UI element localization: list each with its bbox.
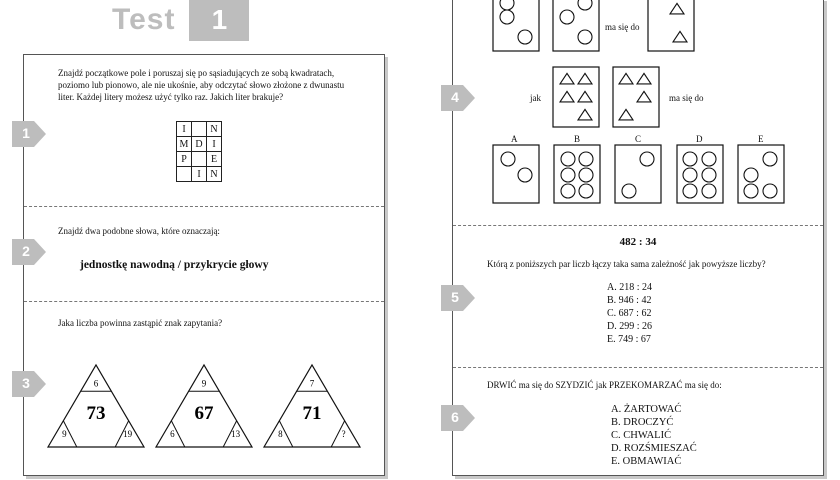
triangle-right-number: ? [341, 428, 346, 439]
question-number: 3 [22, 375, 30, 391]
divider [453, 367, 823, 368]
triangle-center-number: 67 [194, 403, 214, 425]
figure-box [553, 67, 599, 127]
triangle-left-number: 6 [170, 428, 175, 439]
triangles-figure [24, 55, 384, 475]
triangle-left-number: 9 [62, 428, 67, 439]
phrase: jednostkę nawodną / przykrycie głowy [80, 259, 269, 271]
option-c: C. CHWALIĆ [611, 430, 672, 441]
grid-cell: I [192, 167, 207, 182]
divider [453, 225, 823, 226]
option-label-e: E [758, 134, 764, 144]
question-text: DRWIĆ ma się do SZYDZIĆ jak PRZEKOMARZAĆ ma się do: [487, 380, 722, 390]
question-text: Znajdź początkowe pole i poruszaj się po sąsiadujących ze sobą kwadratach, poziomo lub pionowo, ale nie ukośnie, aby odczytać słowo złożone z dwunastu liter. Każdej litery możesz użyć tylko raz. Jakich liter brakuje? [58, 68, 345, 102]
option-b: B. DROCZYĆ [611, 417, 674, 428]
question-text: Jaka liczba powinna zastąpić znak zapytania? [58, 318, 223, 328]
option-label-b: B [574, 134, 581, 144]
option-c: C. 687 : 62 [607, 308, 652, 319]
option-d: D. 299 : 26 [607, 321, 652, 332]
answer-options [611, 403, 697, 468]
question-text: Znajdź dwa podobne słowa, które oznaczają: [58, 226, 220, 236]
question-number: 4 [451, 89, 459, 105]
ratio: 482 : 34 [619, 236, 657, 248]
option-label-a: A [511, 134, 518, 144]
figure-box [493, 0, 539, 51]
triangle-center-number: 71 [302, 403, 322, 425]
grid-cell: M [177, 137, 192, 152]
figure-box [648, 0, 694, 51]
test-number-badge: 1 [189, 0, 249, 41]
option-label-d: D [696, 134, 703, 144]
triangle-center-number: 73 [86, 403, 106, 425]
question-number: 1 [22, 125, 30, 141]
grid-cell: I [207, 137, 222, 152]
right-page [452, 0, 824, 476]
option-e: E. 749 : 67 [607, 334, 651, 345]
triangle-top-number: 7 [309, 378, 315, 389]
triangle-right-number: 19 [123, 428, 133, 439]
question-number: 6 [451, 409, 459, 425]
triangle-top-number: 9 [201, 378, 207, 389]
test-header [112, 0, 249, 40]
figure-box [615, 145, 661, 203]
answer-options [607, 281, 652, 346]
grid-cell: N [207, 167, 222, 182]
triangle-left-number: 8 [278, 428, 283, 439]
question-number: 2 [22, 243, 30, 259]
analogy-figures [453, 0, 823, 229]
test-title: Test [112, 3, 176, 36]
ma-sie-do-label: ma się do [605, 22, 640, 32]
grid-cell: D [192, 137, 207, 152]
grid-cell: I [177, 122, 192, 137]
triangle-top-number: 6 [93, 378, 99, 389]
question-text: Którą z poniższych par liczb łączy taka sama zależność jak powyższe liczby? [487, 259, 766, 269]
option-label-c: C [635, 134, 642, 144]
grid-cell: P [177, 152, 192, 167]
option-a: A. 218 : 24 [607, 282, 652, 293]
figure-box [553, 0, 599, 51]
question-number: 5 [451, 289, 459, 305]
option-a: A. ŻARTOWAĆ [611, 404, 682, 415]
grid-cell: N [207, 122, 222, 137]
triangle-right-number: 13 [231, 428, 241, 439]
option-e: E. OBMAWIAĆ [611, 456, 682, 467]
option-d: D. ROZŚMIESZAĆ [611, 443, 697, 454]
ma-sie-do-label: ma się do [669, 93, 704, 103]
jak-label: jak [530, 93, 541, 103]
option-b: B. 946 : 42 [607, 295, 652, 306]
grid-cell: E [207, 152, 222, 167]
left-page [23, 54, 385, 476]
